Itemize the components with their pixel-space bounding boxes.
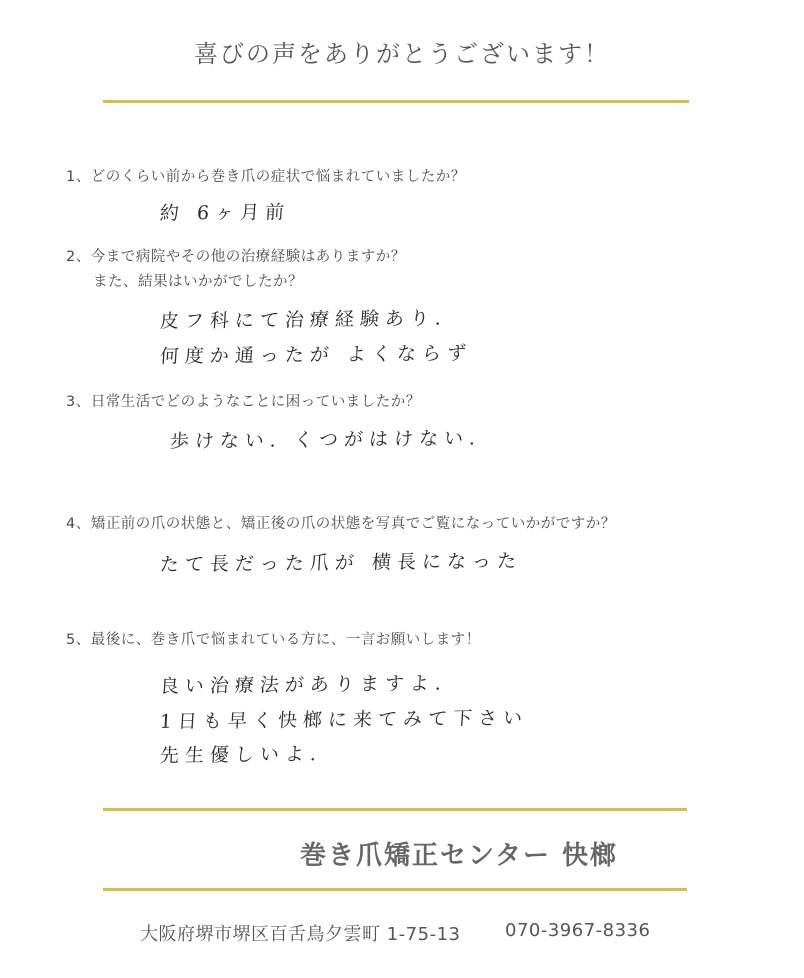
question-4: 4、矯正前の爪の状態と、矯正後の爪の状態を写真でご覧になっていかがですか？ [66, 516, 616, 532]
page-title: 喜びの声をありがとうございます！ [194, 40, 610, 68]
question-2-sub: また、結果はいかがでしたか？ [93, 274, 303, 290]
answer-1-line-1: 約 6ヶ月前 [159, 201, 291, 225]
question-3: 3、日常生活でどのようなことに困っていましたか？ [66, 394, 421, 410]
business-name: 巻き爪矯正センター 快榔 [300, 841, 619, 871]
question-2: 2、今まで病院やその他の治療経験はありますか？ [66, 249, 406, 265]
phone-number: 070-3967-8336 [505, 920, 651, 941]
answer-5-line-1: 良い治療法がありますよ. [159, 672, 448, 698]
answer-3-line-1: 歩けない. くつがはけない. [169, 427, 482, 453]
answer-4-line-1: たて長だった爪が 横長になった [159, 550, 523, 576]
address: 大阪府堺市堺区百舌鳥夕雲町 1-75-13 [140, 924, 461, 945]
question-5: 5、最後に、巻き爪で悩まれている方に、一言お願いします！ [66, 632, 481, 648]
answer-2-line-1: 皮フ科にて治療経験あり. [159, 307, 448, 333]
question-1: 1、どのくらい前から巻き爪の症状で悩まれていましたか？ [66, 169, 466, 185]
bottom-divider [103, 888, 687, 891]
middle-divider [103, 808, 687, 811]
answer-5-line-2: 1日も早く快榔に来てみて下さい [159, 707, 529, 733]
answer-5-line-3: 先生優しいよ. [159, 743, 323, 767]
top-divider [103, 100, 689, 103]
answer-2-line-2: 何度か通ったが よくならず [159, 342, 473, 368]
